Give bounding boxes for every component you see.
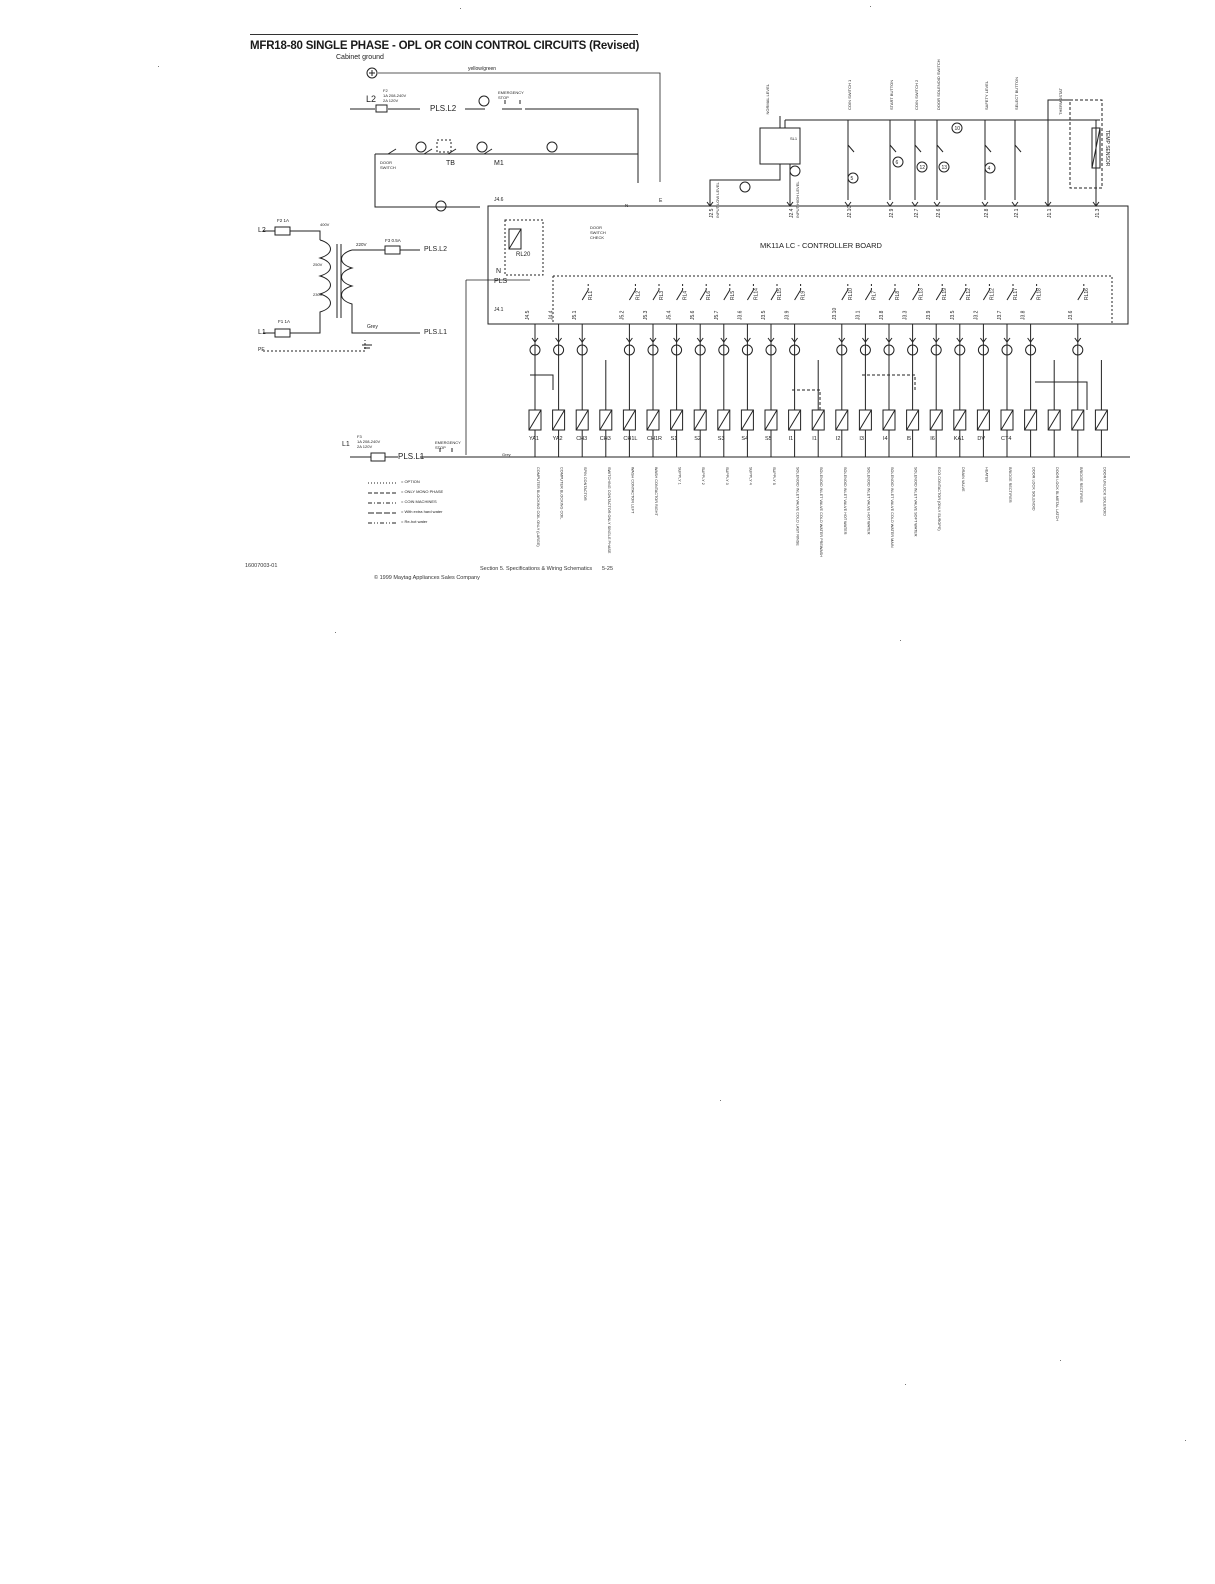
tb-label: TB [446,160,455,167]
transformer-f3-label: F3 0.5A [385,238,401,243]
bottom-grey-label: Grey [502,452,511,457]
bottom-emergency-stop-label: EMERGENCY STOP [435,440,461,450]
level-switch-sl: SL1 [790,136,798,141]
input-pin-label: J2.1 [1014,208,1020,218]
input-pin-label: J1.3 [1095,208,1101,218]
scan-speck [460,8,461,9]
output-description: SUPPLY 3 [724,467,729,485]
input-switch-contact [937,145,943,152]
f2-rating: 1A 208-240V [383,93,407,98]
output-coil-slash [694,410,706,430]
legend-text: = With extra hard water [401,509,443,514]
input-switch-contact [1015,145,1021,152]
input-switch-contact [848,145,854,152]
output-component-label: I6 [930,436,935,442]
wire-number-11 [477,142,487,152]
output-pin-label: J3.5 [949,310,956,320]
output-component-label: I1 [788,436,794,442]
f2-fuse [376,105,387,112]
output-pin-label: J3.1 [855,310,862,320]
relay-label: RL12 [965,288,972,300]
output-pin-label: J3.8 [879,310,885,320]
wire-number-7 [740,182,750,192]
transformer-f2-fuse [275,227,290,235]
scan-speck [1060,1360,1061,1361]
output-pin-label: J3.5 [761,310,767,320]
tap-400-label: 400V [320,222,330,227]
pe-wire [263,340,365,351]
f2-label: F2 [383,88,388,93]
relay-label: RL3 [659,290,665,300]
output-description: SOLENOID INLET VALVE COLD WATER MAIN [890,467,894,548]
output-coil-slash [930,410,942,430]
output-component-label: I1 [812,436,817,442]
transformer-primary [320,240,331,320]
wire-number-15 [436,201,446,211]
output-coil-slash [1025,410,1037,430]
pls-l2-label: PLS.L2 [430,104,457,113]
output-coil-slash [954,410,966,430]
m1-label: M1 [494,160,504,167]
level-switch-feed [780,116,1100,128]
bottom-f3-fuse [371,453,385,461]
out-220-label: 220V [356,242,367,247]
relay-label: RL15 [777,288,783,300]
output-description: BRIDGE RECTIFIER [1008,467,1012,503]
wire-number-text: 10 [954,126,961,132]
document-title: MFR18-80 SINGLE PHASE - OPL OR COIN CONTROL CIRCUITS (Revised) [250,40,640,52]
output-coil-slash [765,410,777,430]
relay-label: RL14 [753,288,760,300]
output-pin-label: J4.5 [525,310,531,320]
relay-label: RL6 [706,290,713,300]
legend-item [368,509,488,517]
low-level-wire [710,164,780,205]
relay-label: RL9 [800,290,807,300]
output-coil-slash [812,410,824,430]
output-description: DOOR UNLOCK SOLENOID [1102,467,1107,516]
relay-label: RL2 [635,290,642,300]
input-label: START BUTTON [889,79,894,110]
thermostat-label: THERMOSTAT [1058,88,1063,115]
output-component-label: KA1 [953,436,965,442]
relay-label: RL4 [682,290,689,300]
emergency-stop-label: EMERGENCY STOP [498,90,524,100]
output-description: DOOR LOCK SOLENOID [1031,467,1036,511]
output-coil-slash [529,410,541,430]
ground-wire-label: yellow/green [468,66,497,72]
level-switch-label: NORMAL LEVEL [765,84,770,115]
legend-line-sample [368,519,398,527]
output-coil-slash [907,410,919,430]
l2-label: L2 [366,94,377,104]
output-pin-label: J3.6 [1067,310,1074,320]
output-pin-label: J5.1 [572,310,579,320]
output-coil-slash [741,410,753,430]
input-pin-label: J2.5 [709,208,715,218]
door-switch-line [375,154,638,207]
output-pin-label: J3.10 [831,307,838,320]
output-description: SWITCHING CONTACTOR ONLY SINGLE PHASE [606,467,611,554]
scan-speck [720,1100,721,1101]
relay-label: RL5 [729,290,736,300]
legend-item [368,489,488,497]
output-pin-label: J3.6 [737,310,744,320]
output-coil-slash [553,410,565,430]
output-pin-label: J3.3 [902,310,909,320]
output-pin-label: J5.7 [713,310,720,320]
output-coil-slash [600,410,612,430]
footer-section: Section 5. Specifications & Wiring Schematics [480,566,593,572]
prewash-interconnect [792,390,820,410]
input-switch-contact [890,145,896,152]
rl20-coil-slash [509,229,521,249]
transformer-pls-l2: PLS.L2 [424,246,447,253]
output-component-label: S4 [741,436,749,442]
input-label: INPUT LOW LEVEL [715,182,720,218]
output-pin-label: J3.7 [997,310,1003,320]
f2-rating2: 2A 120V [383,98,399,103]
footer-doc-number: 16007003-01 [245,563,278,569]
input-connector [912,202,918,206]
relay-label: RL19 [942,288,949,300]
transformer-f2-label: F2 1A [277,218,290,223]
output-description: SOLENOID INLET VALVE SOFT WATER [913,467,918,537]
output-component-label: S5 [765,436,772,442]
wire-number-8 [790,166,800,176]
output-coil-slash [1072,410,1084,430]
tap-250-label: 250V [313,262,323,267]
output-component-label: CH1R [647,436,662,442]
transformer-f1-fuse [275,329,290,337]
cabinet-ground-label: Cabinet ground [336,54,384,61]
output-description: SUPPLY 2 [701,467,706,485]
output-coil-slash [671,410,683,430]
output-component-label: I3 [859,436,864,442]
output-component-label: S3 [717,436,725,442]
pe-label: PE [258,347,265,353]
input-pin-label: J1.1 [1047,208,1053,218]
scan-speck [1185,1440,1186,1441]
relay-label: RL16 [1083,288,1090,300]
output-description: COMPUTER BLOCKING COIL [559,467,564,520]
output-coil-slash [576,410,588,430]
relay-label: RL8 [895,290,901,300]
output-coil-slash [977,410,989,430]
output-pin-label: J5.4 [666,310,673,320]
input-label: COIN SWITCH 1 [847,79,852,110]
relay-label: RL1 [588,290,595,300]
emergency-stop-contact [502,100,522,109]
bottom-pls-l1: PLS.L1 [398,452,425,461]
footer-page: 5-25 [602,566,614,572]
legend-line-sample [368,509,398,517]
input-connector [1012,202,1018,206]
j46-label: J4.6 [494,197,504,203]
legend-line-sample [368,489,398,497]
input-label: SAFETY LEVEL [984,80,989,110]
output-description: SOLENOID INLET VALVE COLD WATER PREWASH [819,467,824,558]
controller-board-outline [488,206,1128,324]
bottom-l1-label: L1 [342,441,350,448]
scan-speck [870,6,871,7]
rl20-box [505,220,543,275]
output-pin-label: J5.6 [690,310,697,320]
input-label: DOOR SOLENOID SWITCH [936,59,941,110]
transformer-pls-l1: PLS.L1 [424,329,447,336]
relay-label: RL12 [989,288,996,300]
blocking-interconnect [530,375,553,390]
output-pin-label: J5.3 [643,310,649,320]
input-connector [934,202,940,206]
output-component-label: DV [977,436,986,442]
output-description: BRIDGE RECTIFIER [1078,467,1083,503]
legend-line-sample [368,479,398,487]
output-description: SOLENOID INLET VALVE HOT WATER [866,467,871,535]
output-description: SOLENOID INLET VALVE HOT WATER [842,467,847,535]
input-switch-contact [985,145,991,152]
e-terminal-label: E [659,198,663,204]
wire-number-64 [416,142,426,152]
scan-speck [905,1384,906,1385]
transformer-l1 [263,320,320,333]
input-pin-label: J2.7 [914,208,920,218]
relay-label: RL18 [1036,288,1043,300]
output-component-label: CT4 [1001,436,1012,442]
legend-line-sample [368,499,398,507]
footer-copyright: © 1999 Maytag Appliances Sales Company [374,575,480,581]
output-coil-slash [789,410,801,430]
output-coil-slash [623,410,635,430]
output-pin-label: J4.4 [548,310,555,320]
input-connector [982,202,988,206]
output-description: COMPUTER BLOCKING COIL ONLY (LARGE) [536,467,540,547]
door-switch-label: DOOR SWITCH [380,160,396,170]
wire-number-text: 12 [919,165,926,171]
output-pin-label: J3.2 [973,310,980,320]
output-pin-label: J3.9 [784,310,791,320]
relay-label: RL17 [1013,288,1019,300]
output-component-label: CH3 [599,436,611,442]
legend-text: = COIN MACHINES [401,499,437,504]
output-description: SUPPLY 1 [677,467,682,485]
bottom-rating2: 2A 120V [357,444,373,449]
scan-speck [335,632,336,633]
output-component-label: S1 [670,436,678,442]
relay-label: RL7 [871,290,878,300]
j41-label: J4.1 [494,307,504,313]
bottom-f3-label: F3 [357,434,362,439]
pe-ground [362,345,372,348]
transformer-f3-fuse [385,246,400,254]
output-coil-slash [1048,410,1060,430]
ground-cross [369,70,375,76]
wire-number-text: 5 [850,176,854,182]
output-coil-slash [1095,410,1107,430]
output-component-label: CH3 [576,436,588,442]
output-component-label: YA1 [529,436,539,442]
output-description: ECO CONTACTOR (ONLY EUROPE) [937,467,942,531]
input-label: SELECT BUTTON [1014,77,1019,110]
input-connector [845,202,851,206]
lock-interconnect [1035,382,1087,410]
output-description: WASH CONTACTOR RIGHT [654,467,658,516]
relay-label: RL13 [918,288,925,300]
level-switch-box [760,128,800,164]
rl20-label: RL20 [516,252,531,258]
output-description: SUPPLY 4 [748,467,753,485]
relay-label: RL10 [847,288,854,300]
wire-number-text: 6 [895,160,899,166]
output-component-label: I4 [883,436,888,442]
output-coil-slash [718,410,730,430]
output-description: SOLENOID INLET VALVE COLD LAST RINSE [795,467,800,546]
input-pin-label: J2.9 [889,208,895,218]
output-description: DOOR LOCK BI-METAL LATCH [1055,467,1060,522]
board-n-label: N [496,268,502,275]
tap-230-label: 230V [313,292,323,297]
output-description: SPIN CONTACTOR [583,467,588,501]
output-coil-slash [883,410,895,430]
input-connector [887,202,893,206]
n-terminal-label: N [625,203,629,208]
wire-number-2 [479,96,489,106]
legend-item [368,479,488,487]
wire-number-text: 4 [987,166,991,172]
input-pin-label: J2.4 [789,208,795,218]
input-switch-contact [915,145,921,152]
transformer-secondary [342,250,421,333]
output-description: HEATER [984,467,989,483]
transformer-core [337,244,341,318]
legend-text: = Re-hot water [401,519,428,524]
bottom-rating1: 1A 208-240V [357,439,381,444]
wire-number-text: 13 [941,165,948,171]
output-coil-slash [859,410,871,430]
output-component-label: YA2 [552,436,563,442]
transformer-f1-label: F1 1A [278,319,291,324]
scan-speck [158,66,159,67]
transformer-l1-label: L1 [258,329,266,336]
output-pin-label: J5.2 [619,310,626,320]
temp-sensor-label: TEMP SENSOR [1104,130,1110,167]
legend-text: = OPTION [401,479,420,484]
output-description: DRAIN VALVE [960,467,965,492]
legend-text: = ONLY MONO PHASE [401,489,444,494]
output-component-label: I2 [835,436,841,442]
legend-item [368,499,488,507]
input-pin-label: J2.8 [984,208,990,218]
output-coil-slash [647,410,659,430]
pls-l2-line [465,109,638,183]
input-pin-label: J2.10 [847,205,853,218]
tb-box [437,140,451,152]
output-component-label: I5 [906,436,912,442]
output-component-label: CH1L [623,436,638,442]
output-coil-slash [1001,410,1013,430]
wire-number-14 [547,142,557,152]
output-pin-label: J3.8 [1020,310,1027,320]
output-component-label: S2 [694,436,701,442]
input-label: COIN SWITCH 2 [914,79,919,110]
controller-board-title: MK11A LC - CONTROLLER BOARD [760,241,882,250]
output-description: SUPPLY 5 [772,467,776,485]
transformer-l2-label: L2 [258,227,266,234]
scan-speck [900,640,901,641]
transformer-l2 [263,231,320,240]
key-switch-wire [1048,100,1070,205]
output-coil-slash [836,410,848,430]
board-pls-label: PLS [494,278,508,285]
legend-item [368,519,488,527]
transformer-grey-label: Grey [367,324,378,330]
input-pin-label: J2.6 [936,208,942,218]
output-description: WASH CONTACTOR LEFT [630,467,635,514]
input-label: INPUT HIGH LEVEL [795,181,800,218]
door-check-label: DOOR SWITCH CHECK [590,225,606,240]
output-pin-label: J3.9 [926,310,933,320]
